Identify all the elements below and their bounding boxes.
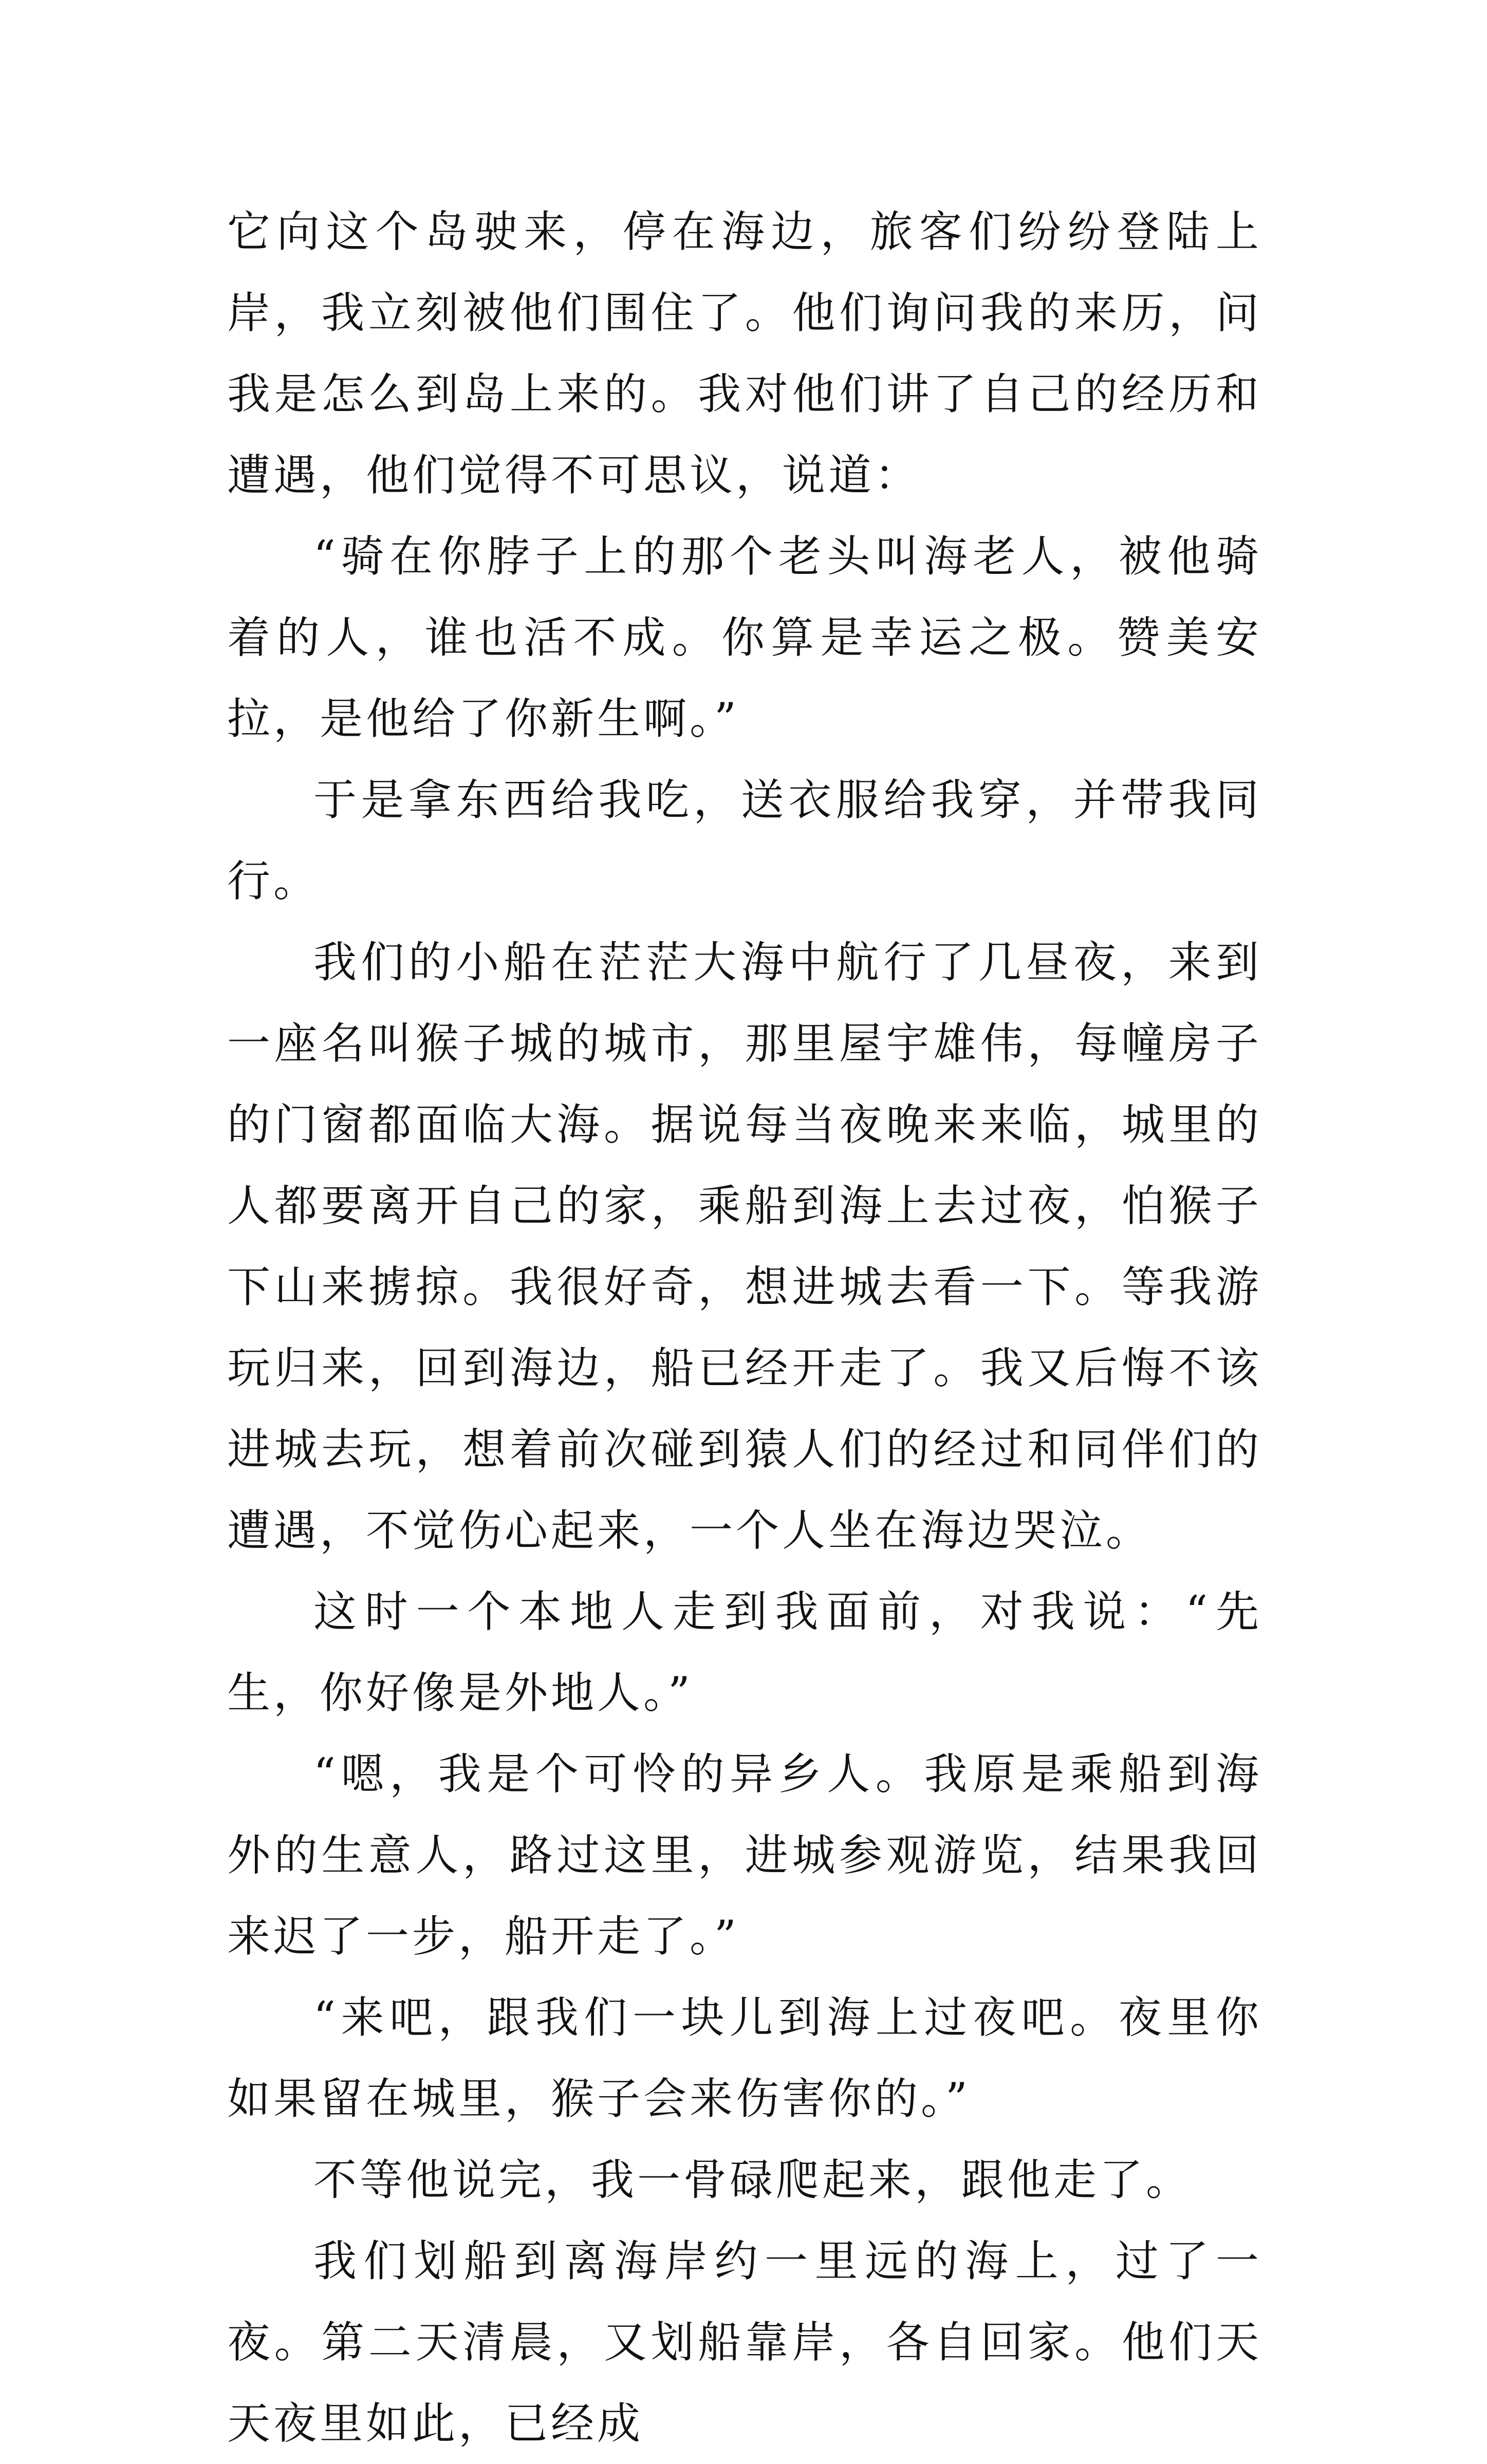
paragraph-2: “骑在你脖子上的那个老头叫海老人，被他骑着的人，谁也活不成。你算是幸运之极。赞美安拉，是他给了你新生啊。” (227, 531, 1262, 744)
paragraph-8: 不等他说完，我一骨碌爬起来，跟他走了。 (313, 2155, 1193, 2205)
body-text (227, 191, 1262, 2464)
paragraph-4: 我们的小船在茫茫大海中航行了几昼夜，来到一座名叫猴子城的城市，那里屋宇雄伟，每幢房子的门窗都面临大海。据说每当夜晚来来临，城里的人都要离开自己的家，乘船到海上去过夜，怕猴子下山来掳掠。我很好奇，想进城去看一下。等我游玩归来，回到海边，船已经开走了。我又后悔不该进城去玩，想着前次碰到猿人们的经过和同伴们的遭遇，不觉伤心起来，一个人坐在海边哭泣。 (227, 937, 1262, 1556)
paragraph-5: 这时一个本地人走到我面前，对我说：“先生，你好像是外地人。” (227, 1586, 1262, 1718)
paragraph-7: “来吧，跟我们一块儿到海上过夜吧。夜里你如果留在城里，猴子会来伤害你的。” (227, 1992, 1262, 2124)
paragraph-1: 它向这个岛驶来，停在海边，旅客们纷纷登陆上岸，我立刻被他们围住了。他们询问我的来历，问我是怎么到岛上来的。我对他们讲了自己的经历和遭遇，他们觉得不可思议，说道： (227, 207, 1262, 500)
paragraph-6: “嗯，我是个可怜的异乡人。我原是乘船到海外的生意人，路过这里，进城参观游览，结果我回来迟了一步，船开走了。” (227, 1749, 1262, 1962)
paragraph-9: 我们划船到离海岸约一里远的海上，过了一夜。第二天清晨，又划船靠岸，各自回家。他们天天夜里如此，已经成 (227, 2236, 1262, 2449)
paragraph-3: 于是拿东西给我吃，送衣服给我穿，并带我同行。 (227, 775, 1262, 906)
